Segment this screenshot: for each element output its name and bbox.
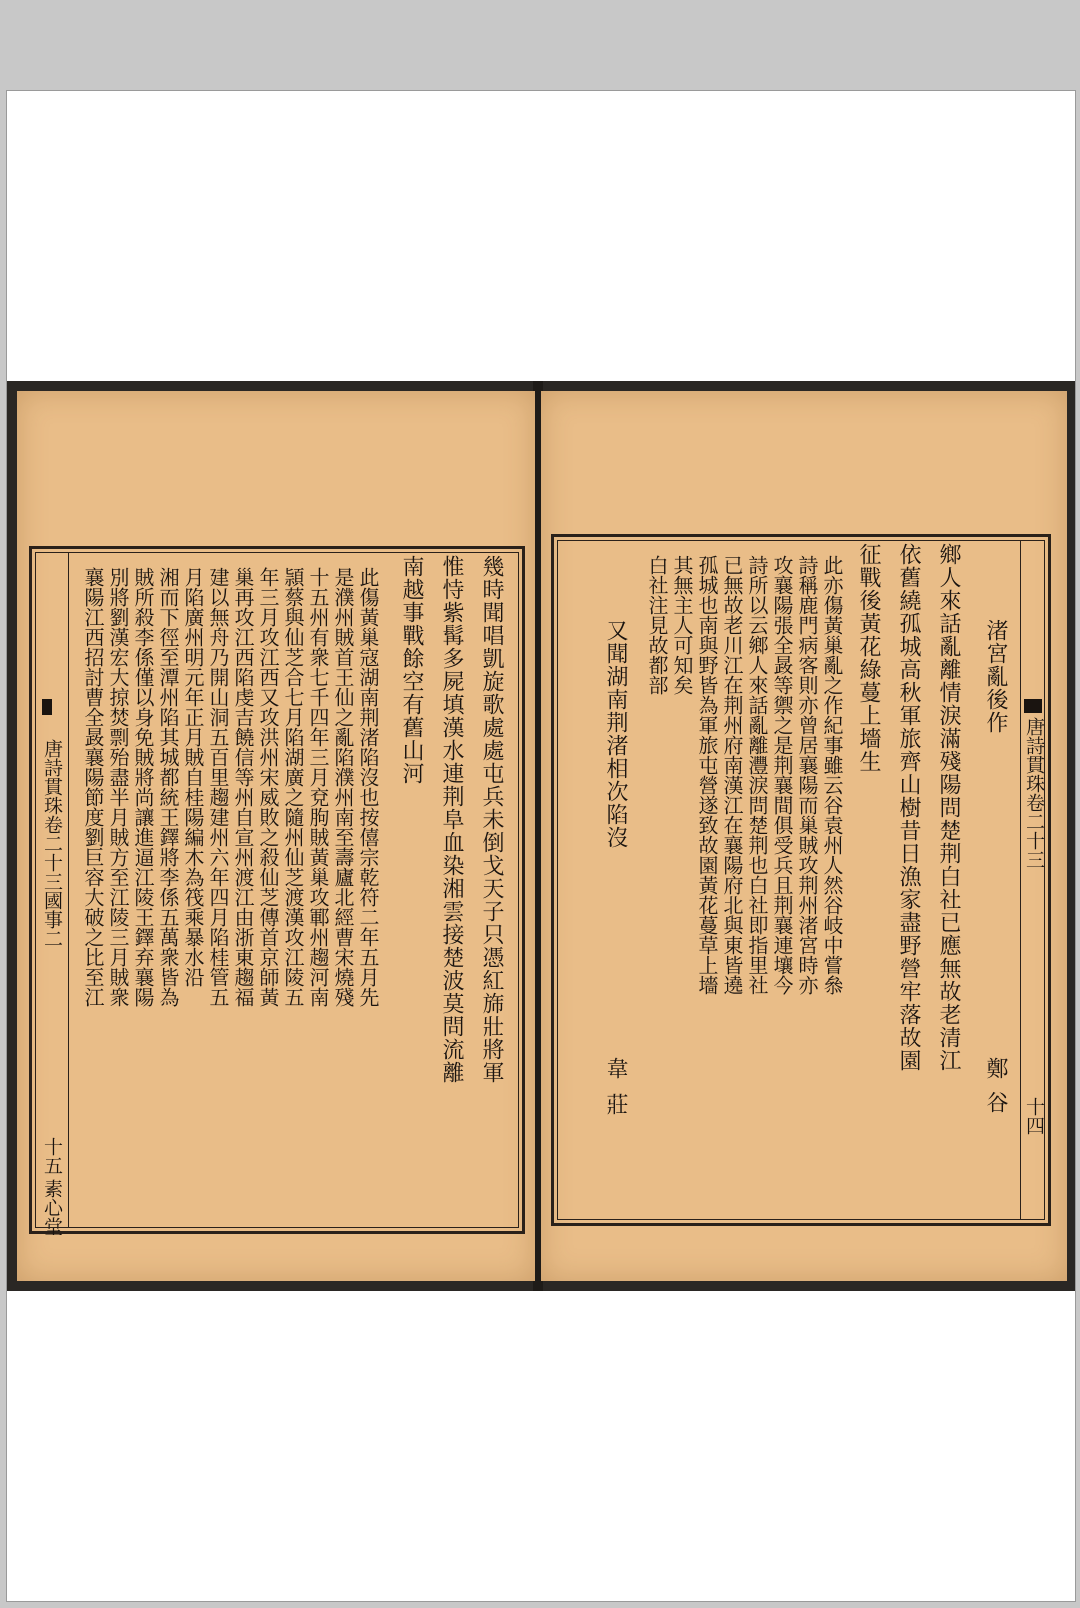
poem-author: 鄭谷 <box>983 1057 1008 1125</box>
commentary-line: 孤城也南與野皆為軍旅屯營遂致故園黃花蔓草上墻 <box>695 555 719 995</box>
next-poem-author: 韋莊 <box>603 1057 628 1129</box>
poem-line: 征戰後黃花綠蔓上墻生 <box>856 543 881 773</box>
left-commentary-line: 別將劉漢宏大掠焚剽殆盡半月賊方至江陵三月賊衆 <box>106 567 130 1007</box>
right-margin-title: 唐詩貫珠卷二十三 <box>1023 717 1045 869</box>
left-commentary-line: 年三月攻江西又攻洪州宋威敗之殺仙芝傳首京師黃 <box>256 567 280 1007</box>
commentary-line: 已無故老川江在荆州府南漢江在襄陽府北與東皆遶 <box>720 555 744 995</box>
left-commentary-line: 此傷黃巢寇湖南荆渚陷沒也按僖宗乾符二年五月先 <box>356 567 380 1007</box>
left-poem-line: 南越事戰餘空有舊山河 <box>399 555 424 785</box>
left-commentary-line: 頴蔡與仙芝合七月陷湖廣之隨州仙芝渡漢攻江陵五 <box>281 567 305 1007</box>
book-scan <box>7 381 1075 1291</box>
commentary-line: 詩所以云鄉人來話亂離灃淚問楚荆也白社即指里社 <box>745 555 769 995</box>
left-text-frame <box>29 546 525 1234</box>
left-commentary-line: 巢再攻江西陷虔吉饒信等州自宣州渡江由浙東趨福 <box>231 567 255 1007</box>
left-poem-line: 惟恃紫髯多屍填漢水連荆阜血染湘雲接楚波莫問流離 <box>439 555 464 1084</box>
left-margin-title: 唐詩貫珠卷二十三國事二 <box>41 739 63 948</box>
next-poem-title: 又聞湖南荆渚相次陷沒 <box>603 619 628 849</box>
commentary-line: 白社注見故都部 <box>645 555 669 695</box>
commentary-line: 攻襄陽張全晸等禦之是荆襄間俱受兵且荆襄連壤今 <box>770 555 794 995</box>
left-poem-line: 幾時聞唱凱旋歌處處屯兵未倒戈天子只憑紅旆壯將軍 <box>479 555 504 1084</box>
right-text-frame <box>551 534 1051 1226</box>
left-commentary-line: 建以無舟乃開山洞五百里趨建州六年四月陷桂管五 <box>206 567 230 1007</box>
right-page <box>541 391 1067 1281</box>
viewer-frame <box>6 90 1076 1602</box>
commentary-line: 詩稱鹿門病客則亦曾居襄陽而巢賊攻荆州渚宮時亦 <box>795 555 819 995</box>
left-commentary-line: 月陷廣州明元年正月賊自桂陽編木為筏乘暴水沿 <box>181 567 205 987</box>
poem-line: 依舊繞孤城高秋軍旅齊山樹昔日漁家盡野營牢落故園 <box>896 543 921 1072</box>
fishtail-mark <box>42 699 52 715</box>
poem-line: 鄉人來話亂離情淚滿殘陽問楚荆白社已應無故老清江 <box>936 543 961 1072</box>
left-commentary-line: 是濮州賊首王仙之亂陷濮州南至壽廬北經曹宋燒殘 <box>331 567 355 1007</box>
left-commentary-line: 賊所殺李係僅以身免賊將尚讓進逼江陵王鐸弃襄陽 <box>131 567 155 1007</box>
commentary-line: 此亦傷黃巢亂之作紀事雖云谷袁州人然谷岐中嘗叅 <box>820 555 844 995</box>
poem-title: 渚宮亂後作 <box>983 619 1008 734</box>
left-commentary-line: 十五州有衆七千四年三月兗朐賊黃巢攻鄆州趨河南 <box>306 567 330 1007</box>
left-folio: 十五 <box>41 1137 63 1175</box>
left-page <box>17 391 535 1281</box>
left-commentary-line: 襄陽江西招討曹全晸襄陽節度劉巨容大破之比至江 <box>81 567 105 1007</box>
fishtail-mark <box>1024 699 1042 713</box>
commentary-line: 其無主人可知矣 <box>670 555 694 695</box>
left-commentary-line: 湘而下徑至潭州陷其城都統王鐸將李係五萬衆皆為 <box>156 567 180 1007</box>
right-folio: 十四 <box>1023 1097 1045 1135</box>
left-press-name: 素心堂 <box>41 1179 63 1236</box>
